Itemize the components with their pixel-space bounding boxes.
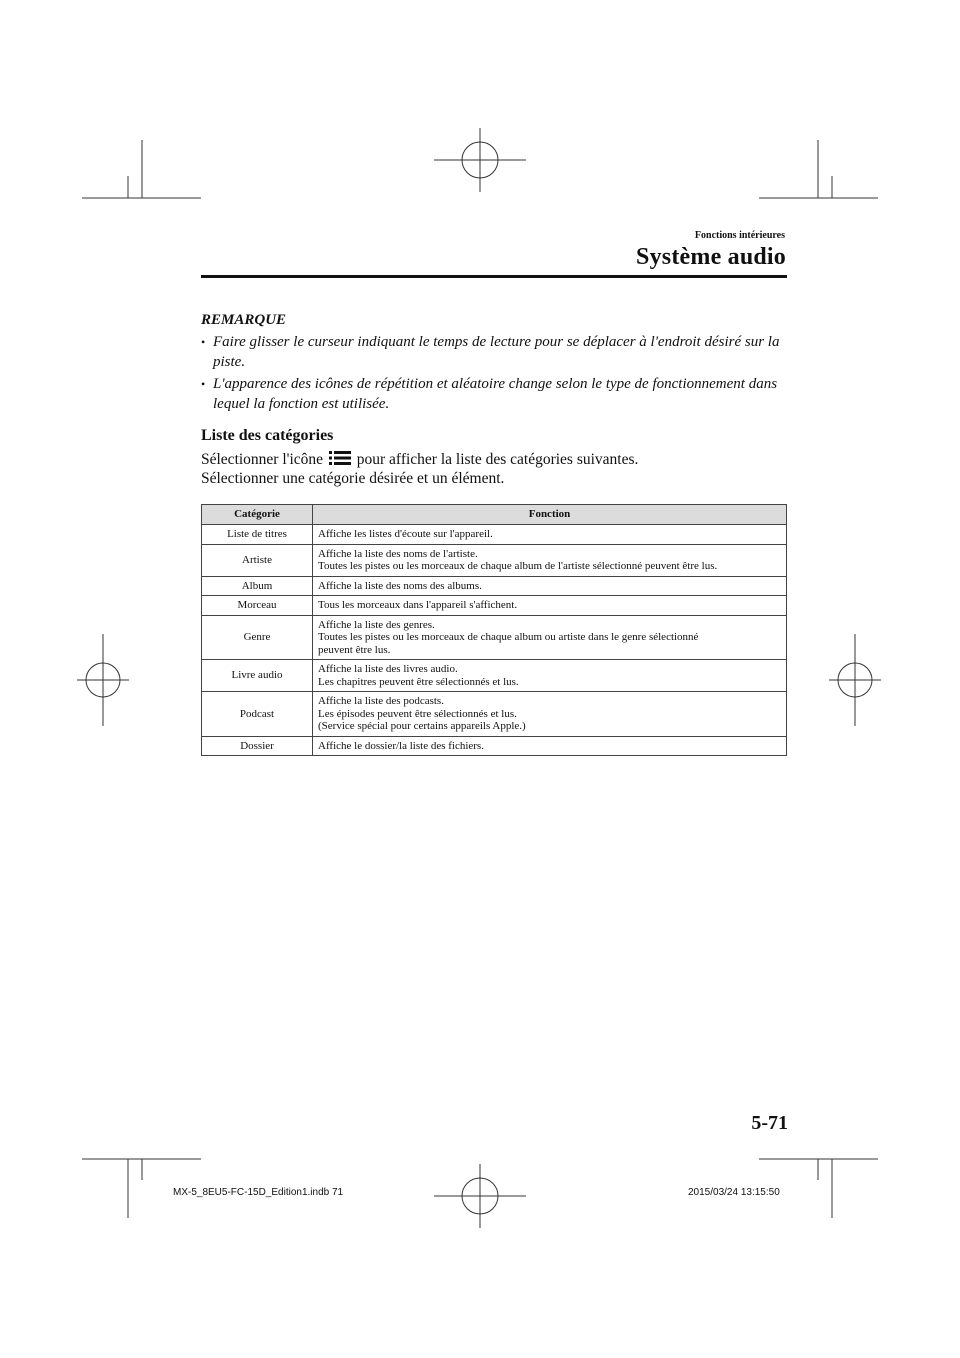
category-cell: Genre bbox=[202, 615, 313, 660]
column-header-category: Catégorie bbox=[202, 505, 313, 525]
category-cell: Livre audio bbox=[202, 660, 313, 692]
table-row bbox=[202, 596, 787, 616]
function-line: peuvent être lus. bbox=[318, 643, 391, 656]
category-cell: Dossier bbox=[202, 736, 313, 756]
category-table bbox=[201, 504, 787, 756]
function-cell bbox=[313, 736, 787, 756]
header-divider bbox=[201, 275, 787, 278]
function-cell bbox=[313, 615, 787, 660]
footer-file-info: MX-5_8EU5-FC-15D_Edition1.indb 71 bbox=[173, 1187, 344, 1198]
function-cell bbox=[313, 576, 787, 596]
function-line: Les chapitres peuvent être sélectionnés et lus. bbox=[318, 675, 519, 688]
function-line: (Service spécial pour certains appareils Apple.) bbox=[318, 720, 526, 732]
function-line: Toutes les pistes ou les morceaux de chaque album ou artiste dans le genre sélectionné bbox=[318, 631, 699, 643]
function-line: Affiche la liste des livres audio. bbox=[318, 663, 458, 675]
function-line: Tous les morceaux dans l'appareil s'affichent. bbox=[318, 599, 518, 611]
list-icon bbox=[329, 451, 351, 465]
intro-line-2: Sélectionner une catégorie désirée et un élément. bbox=[201, 470, 505, 487]
table-row bbox=[202, 525, 787, 545]
page-number: 5-71 bbox=[751, 1112, 788, 1134]
category-cell: Morceau bbox=[202, 596, 313, 616]
function-line: Les épisodes peuvent être sélectionnés et lus. bbox=[318, 707, 517, 720]
intro-line-1 bbox=[201, 450, 638, 469]
note-title: REMARQUE bbox=[201, 312, 287, 328]
function-cell bbox=[313, 660, 787, 692]
footer-timestamp: 2015/03/24 13:15:50 bbox=[688, 1187, 780, 1198]
function-cell bbox=[313, 544, 787, 576]
note-item: • Faire glisser le curseur indiquant le temps de lecture pour se déplacer à l'endroit désiré sur la piste. bbox=[201, 332, 787, 372]
table-header-row bbox=[202, 505, 787, 525]
table-body bbox=[202, 525, 787, 756]
function-cell bbox=[313, 525, 787, 545]
function-line: Toutes les pistes ou les morceaux de chaque album de l'artiste sélectionné peuvent être lus. bbox=[318, 560, 718, 572]
note-list bbox=[201, 332, 787, 416]
category-cell: Liste de titres bbox=[202, 525, 313, 545]
table-row bbox=[202, 544, 787, 576]
table-row bbox=[202, 660, 787, 692]
column-header-function: Fonction bbox=[313, 505, 787, 525]
category-cell: Artiste bbox=[202, 544, 313, 576]
function-cell bbox=[313, 692, 787, 737]
intro-text-after: pour afficher la liste des catégories suivantes. bbox=[356, 451, 639, 468]
function-line: Affiche le dossier/la liste des fichiers. bbox=[318, 739, 484, 752]
function-line: Affiche la liste des podcasts. bbox=[318, 695, 444, 707]
page-title: Système audio bbox=[636, 244, 786, 270]
section-title: Liste des catégories bbox=[201, 427, 334, 444]
table-row bbox=[202, 692, 787, 737]
function-line: Affiche la liste des noms des albums. bbox=[318, 579, 482, 592]
note-item: • L'apparence des icônes de répétition et aléatoire change selon le type de fonctionnement dans lequel la fonction est utilisée. bbox=[201, 374, 787, 414]
category-cell: Podcast bbox=[202, 692, 313, 737]
table-row bbox=[202, 615, 787, 660]
function-line: Affiche la liste des noms de l'artiste. bbox=[318, 547, 478, 560]
table-row bbox=[202, 736, 787, 756]
function-line: Affiche la liste des genres. bbox=[318, 618, 435, 631]
intro-text-before: Sélectionner l'icône bbox=[201, 451, 324, 468]
header-section: Fonctions intérieures bbox=[694, 230, 785, 241]
section-intro bbox=[201, 450, 638, 488]
function-cell bbox=[313, 596, 787, 616]
table-row bbox=[202, 576, 787, 596]
function-line: Affiche les listes d'écoute sur l'appareil. bbox=[318, 528, 493, 540]
category-cell: Album bbox=[202, 576, 313, 596]
